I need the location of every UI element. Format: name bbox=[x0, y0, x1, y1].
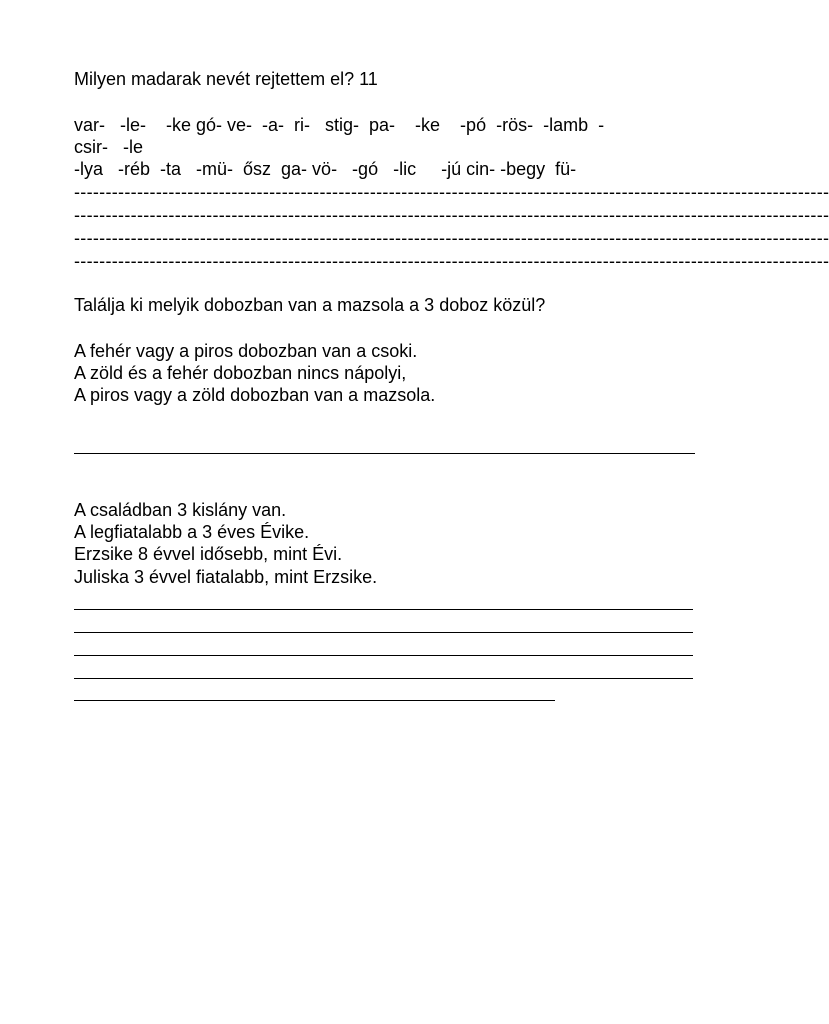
answer-rule-2 bbox=[74, 632, 693, 633]
puzzle3-clue-2: A legfiatalabb a 3 éves Évike. bbox=[74, 522, 310, 542]
answer-rule-puzzle2 bbox=[74, 453, 695, 454]
puzzle1-syllables-row-2: csir- -le bbox=[74, 137, 143, 157]
answer-dash-line-3: ------------------------------------------------------------------------------------------------------------------------ bbox=[74, 228, 829, 248]
answer-rule-5 bbox=[74, 700, 555, 701]
puzzle3-clue-1: A családban 3 kislány van. bbox=[74, 500, 287, 520]
puzzle3-clue-3: Erzsike 8 évvel idősebb, mint Évi. bbox=[74, 544, 343, 564]
answer-dash-line-1: ------------------------------------------------------------------------------------------------------------------------ bbox=[74, 182, 829, 202]
answer-rule-4 bbox=[74, 678, 693, 679]
puzzle2-clue-3: A piros vagy a zöld dobozban van a mazsola. bbox=[74, 385, 436, 405]
answer-rule-1 bbox=[74, 609, 693, 610]
puzzle1-title: Milyen madarak nevét rejtettem el? 11 bbox=[74, 69, 378, 89]
puzzle2-title: Találja ki melyik dobozban van a mazsola a 3 doboz közül? bbox=[74, 295, 546, 315]
answer-rule-3 bbox=[74, 655, 693, 656]
puzzle2-clue-2: A zöld és a fehér dobozban nincs nápolyi, bbox=[74, 363, 407, 383]
answer-dash-line-2: ------------------------------------------------------------------------------------------------------------------------ bbox=[74, 205, 829, 225]
puzzle1-syllables-row-1: var- -le- -ke gó- ve- -a- ri- stig- pa- -ke -pó -rös- -lamb - bbox=[74, 115, 605, 135]
puzzle3-clue-4: Juliska 3 évvel fiatalabb, mint Erzsike. bbox=[74, 567, 378, 587]
puzzle1-syllables-row-3: -lya -réb -ta -mü- ősz ga- vö- -gó -lic -jú cin- -begy fü- bbox=[74, 159, 577, 179]
answer-dash-line-4: ------------------------------------------------------------------------------------------------------------------------ bbox=[74, 251, 829, 271]
puzzle2-clue-1: A fehér vagy a piros dobozban van a csoki. bbox=[74, 341, 418, 361]
